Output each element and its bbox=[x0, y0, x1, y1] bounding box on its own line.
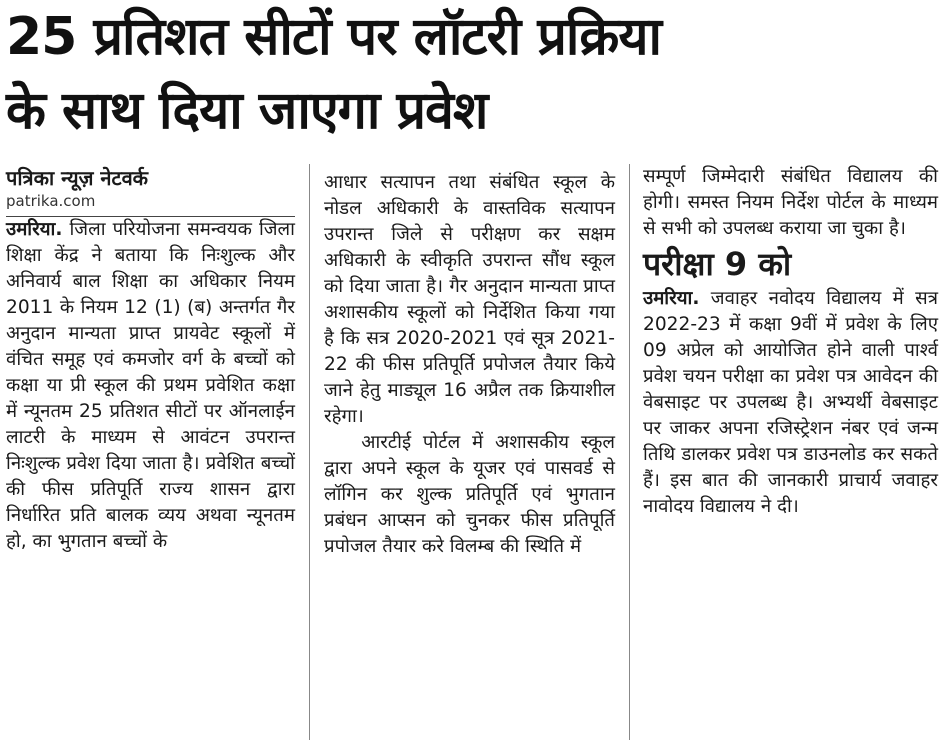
column-2-paragraph-2: आरटीई पोर्टल में अशासकीय स्कूल द्वारा अपने स्कूल के यूजर एवं पासवर्ड से लॉगिन कर शुल्क प्रतिपूर्ति एवं भुगतान प्रबंधन आप्सन को चुनकर फीस प्रतिपूर्ति प्रपोजल तैयार करे विलम्ब की स्थिति में bbox=[324, 432, 615, 557]
column-2-paragraph-1: आधार सत्यापन तथा संबंधित स्कूल के नोडल अधिकारी के वास्तविक सत्यापन उपरान्त जिले से परीक्षण कर सक्षम अधिकारी के स्वीकृति उपरान्त सौंध स्कूल को दिया जाता है। गैर अनुदान मान्यता प्राप्त अशासकीय स्कूलों को निर्देशित किया गया है कि सत्र 2020-2021 एवं सूत्र 2021-22 की फीस प्रतिपूर्ति प्रपोजल तैयार किये जाने हेतु माड्यूल 16 अप्रैल तक क्रियाशील रहेगा। bbox=[324, 172, 615, 427]
byline-name: पत्रिका न्यूज़ नेटवर्क bbox=[6, 166, 149, 190]
dateline-place: उमरिया. bbox=[6, 219, 63, 240]
headline-line-1: 25 प्रतिशत सीटों पर लॉटरी प्रक्रिया bbox=[6, 7, 661, 67]
column-divider-2 bbox=[629, 164, 630, 740]
headline bbox=[6, 0, 941, 148]
sub-headline: परीक्षा 9 को bbox=[643, 245, 792, 283]
headline-line-2: के साथ दिया जाएगा प्रवेश bbox=[6, 81, 488, 141]
column-divider-1 bbox=[309, 164, 310, 740]
column-3-paragraph-2 bbox=[643, 286, 938, 520]
column-3-paragraph-1: सम्पूर्ण जिम्मेदारी संबंधित विद्यालय की होगी। समस्त नियम निर्देश पोर्टल के माध्यम से सभी को उपलब्ध कराया जा चुका है। bbox=[643, 166, 938, 239]
column-1-text: जिला परियोजना समन्वयक जिला शिक्षा केंद्र ने बताया कि निःशुल्क और अनिवार्य बाल शिक्षा का अधिकार नियम 2011 के नियम 12 (1) (ब) अन्तर्गत गैर अनुदान मान्यता प्राप्त प्रायवेट स्कूलों में वंचित समूह एवं कमजोर वर्ग के बच्चों को कक्षा या प्री स्कूल की प्रथम प्रवेशित कक्षा में न्यूनतम 25 प्रतिशत सीटों पर ऑनलाईन लाटरी के माध्यम से आवंटन उपरान्त निःशुल्क प्रवेश दिया जाता है। प्रवेशित बच्चों की फीस प्रतिपूर्ति राज्य शासन द्वारा निर्धारित प्रति बालक व्यय अथवा न्यूनतम हो, का भुगतान बच्चों के bbox=[6, 219, 295, 552]
dateline-place-2: उमरिया. bbox=[643, 288, 700, 309]
article-column-2 bbox=[324, 170, 615, 560]
article-column-3 bbox=[643, 164, 938, 520]
column-1-paragraph bbox=[6, 217, 295, 555]
byline-source: patrika.com bbox=[6, 192, 295, 217]
column-3-text: जवाहर नवोदय विद्यालय में सत्र 2022-23 में कक्षा 9वीं में प्रवेश के लिए 09 अप्रेल को आयोजित होने वाली पार्श्व प्रवेश चयन परीक्षा का प्रवेश पत्र आवेदन की वेबसाइट पर उपलब्ध है। अभ्यर्थी वेबसाइट पर जाकर अपना रजिस्ट्रेशन नंबर एवं जन्म तिथि डालकर प्रवेश पत्र डाउनलोड कर सकते हैं। इस बात की जानकारी प्राचार्य जवाहर नावोदय विद्यालय ने दी। bbox=[643, 288, 938, 517]
article-column-1 bbox=[6, 164, 295, 555]
